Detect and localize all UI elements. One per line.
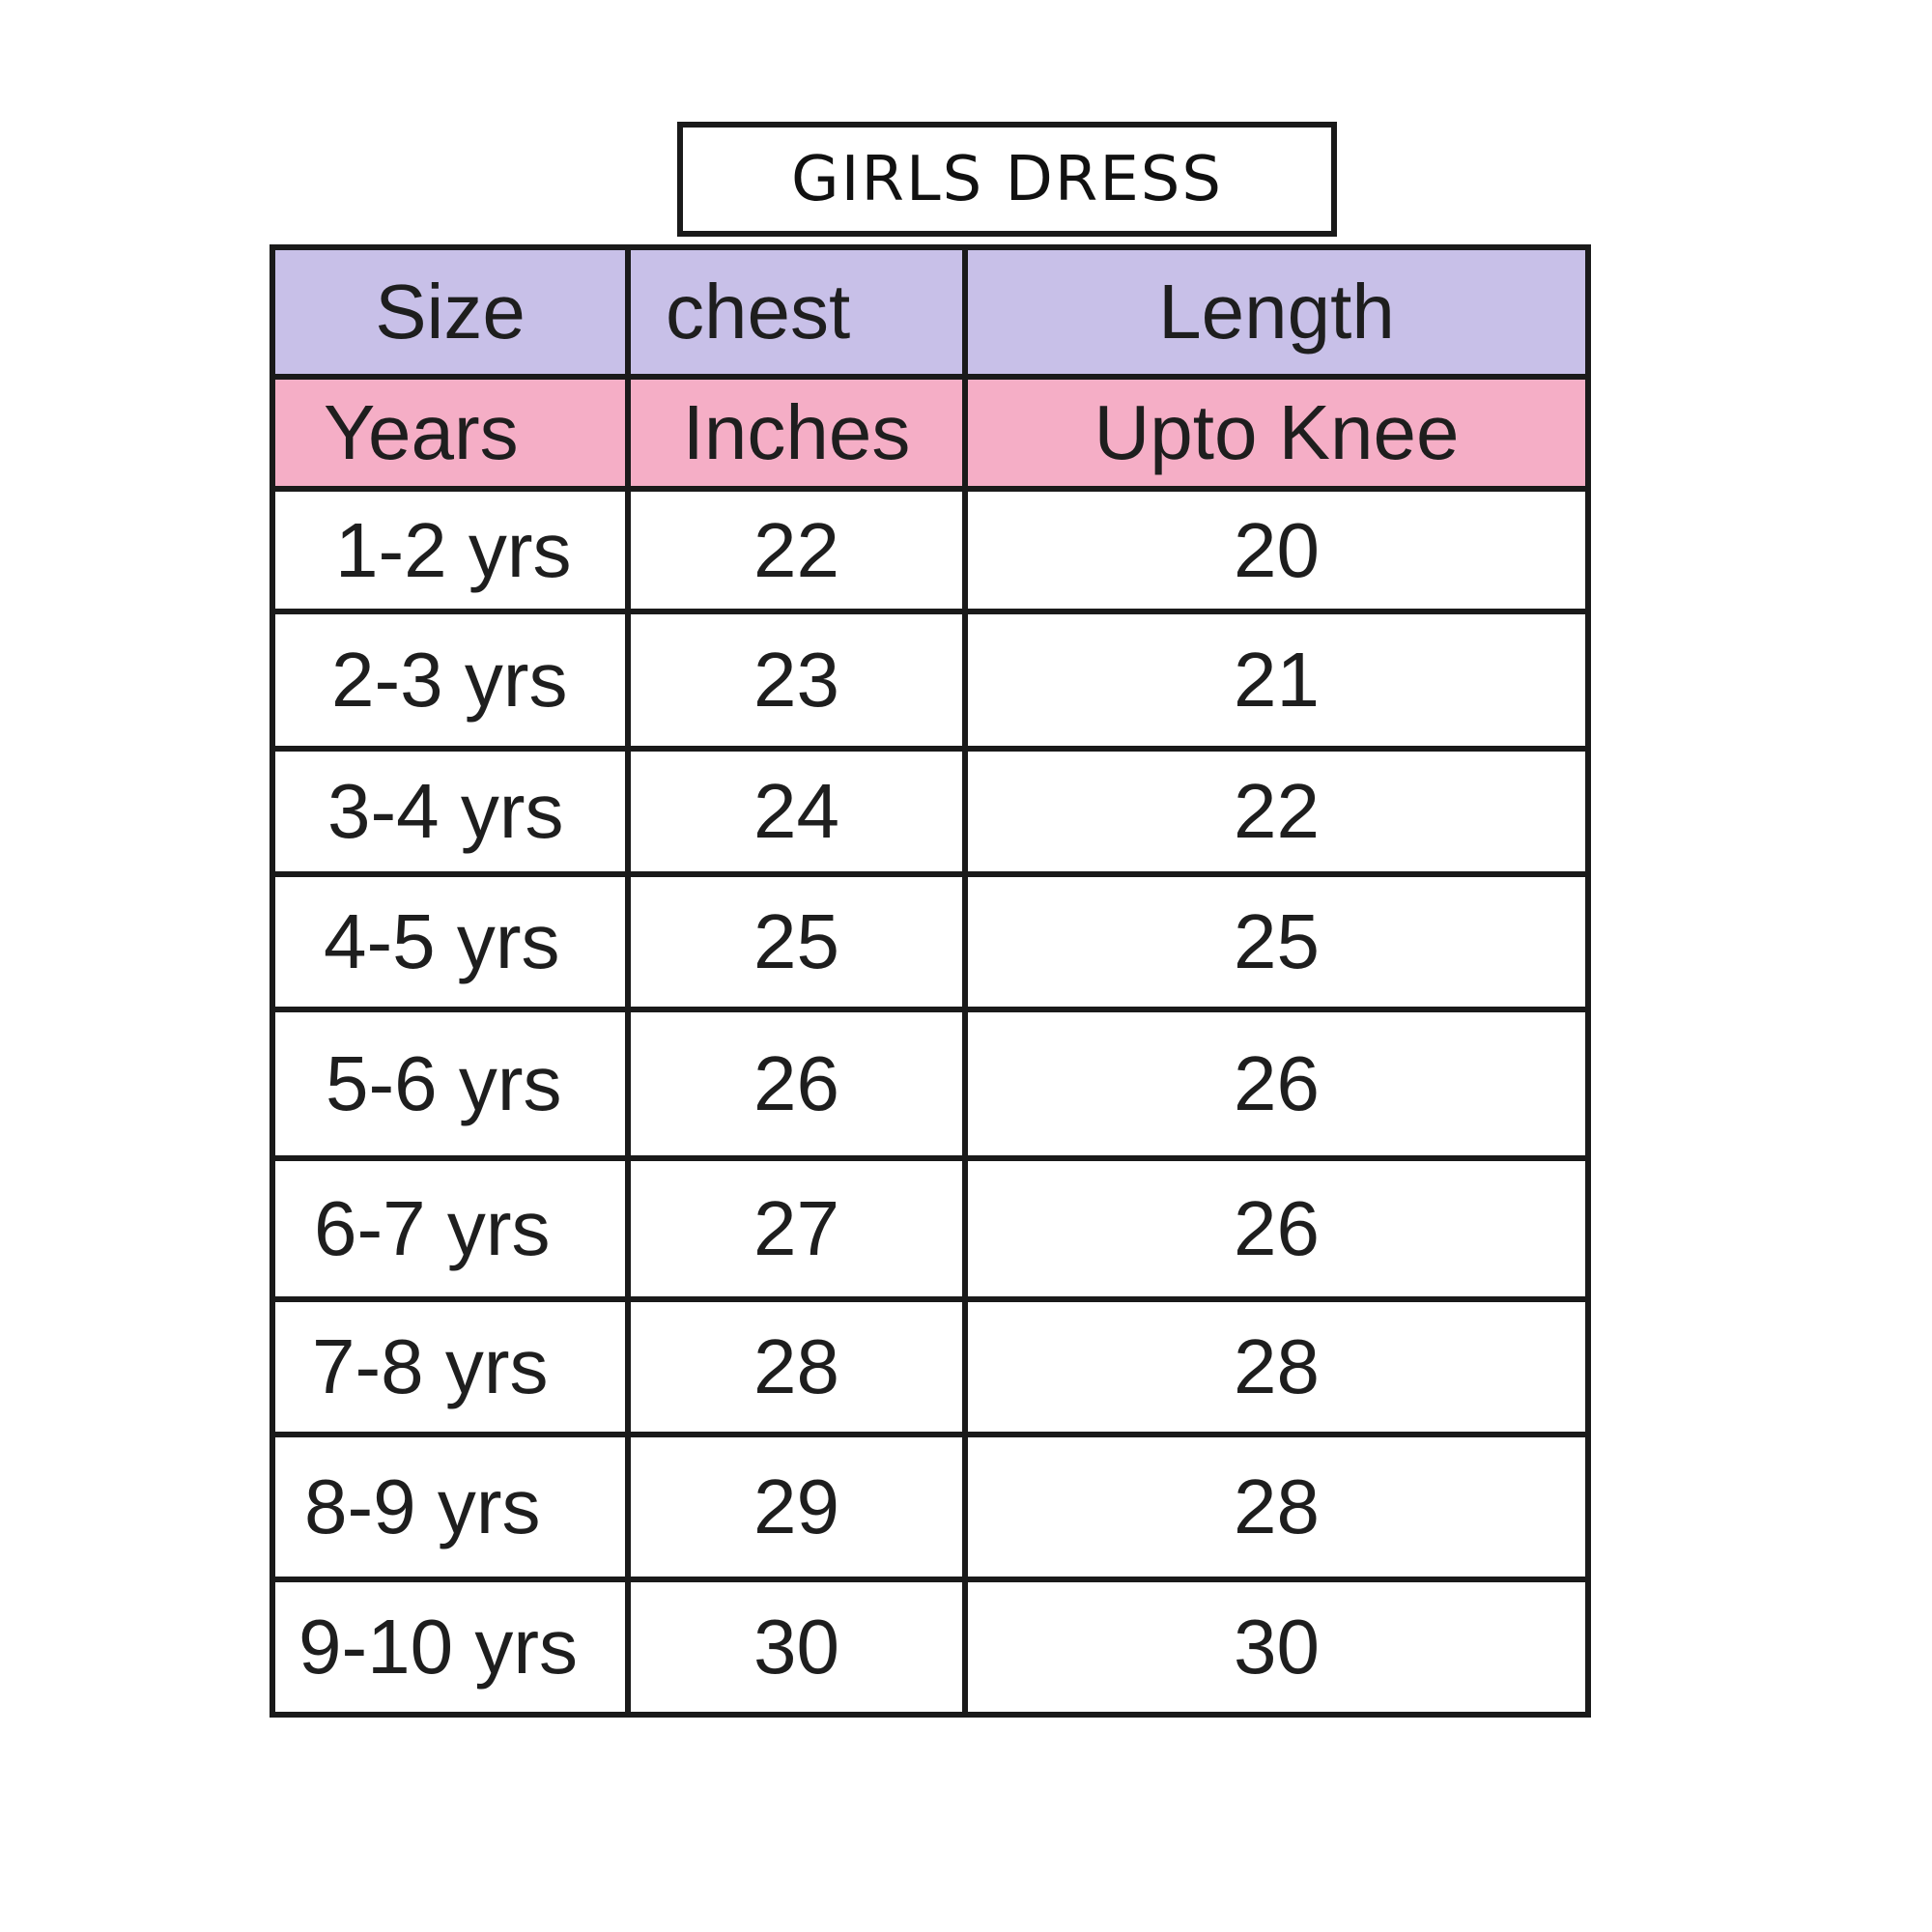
table-row — [272, 611, 1588, 749]
length-cell: 26 — [965, 1158, 1588, 1299]
size-cell: 1-2 yrs — [272, 489, 628, 611]
chest-cell: 22 — [628, 489, 965, 611]
table-row — [272, 749, 1588, 874]
table-row — [272, 874, 1588, 1009]
size-cell: 4-5 yrs — [272, 874, 628, 1009]
header-length: Length — [965, 247, 1588, 377]
size-cell: 2-3 yrs — [272, 611, 628, 749]
table-row — [272, 1009, 1588, 1158]
table-row — [272, 1435, 1588, 1579]
chest-cell: 24 — [628, 749, 965, 874]
chest-cell: 26 — [628, 1009, 965, 1158]
length-cell: 21 — [965, 611, 1588, 749]
size-cell: 7-8 yrs — [272, 1299, 628, 1435]
header-size: Size — [272, 247, 628, 377]
table-row — [272, 1158, 1588, 1299]
length-cell: 28 — [965, 1435, 1588, 1579]
chest-cell: 30 — [628, 1579, 965, 1715]
chest-cell: 28 — [628, 1299, 965, 1435]
size-cell: 6-7 yrs — [272, 1158, 628, 1299]
size-chart-table — [270, 244, 1591, 1718]
size-cell: 5-6 yrs — [272, 1009, 628, 1158]
length-cell: 30 — [965, 1579, 1588, 1715]
unit-chest: Inches — [628, 377, 965, 489]
table-row — [272, 489, 1588, 611]
chest-cell: 23 — [628, 611, 965, 749]
unit-size: Years — [272, 377, 628, 489]
header-row-units — [272, 377, 1588, 489]
size-cell: 8-9 yrs — [272, 1435, 628, 1579]
size-cell: 3-4 yrs — [272, 749, 628, 874]
length-cell: 28 — [965, 1299, 1588, 1435]
unit-length: Upto Knee — [965, 377, 1588, 489]
length-cell: 26 — [965, 1009, 1588, 1158]
chest-cell: 25 — [628, 874, 965, 1009]
chest-cell: 27 — [628, 1158, 965, 1299]
table-row — [272, 1299, 1588, 1435]
header-row-primary — [272, 247, 1588, 377]
length-cell: 25 — [965, 874, 1588, 1009]
chart-title: GIRLS DRESS — [677, 122, 1337, 237]
chest-cell: 29 — [628, 1435, 965, 1579]
header-chest: chest — [628, 247, 965, 377]
length-cell: 20 — [965, 489, 1588, 611]
length-cell: 22 — [965, 749, 1588, 874]
size-cell: 9-10 yrs — [272, 1579, 628, 1715]
table-row — [272, 1579, 1588, 1715]
